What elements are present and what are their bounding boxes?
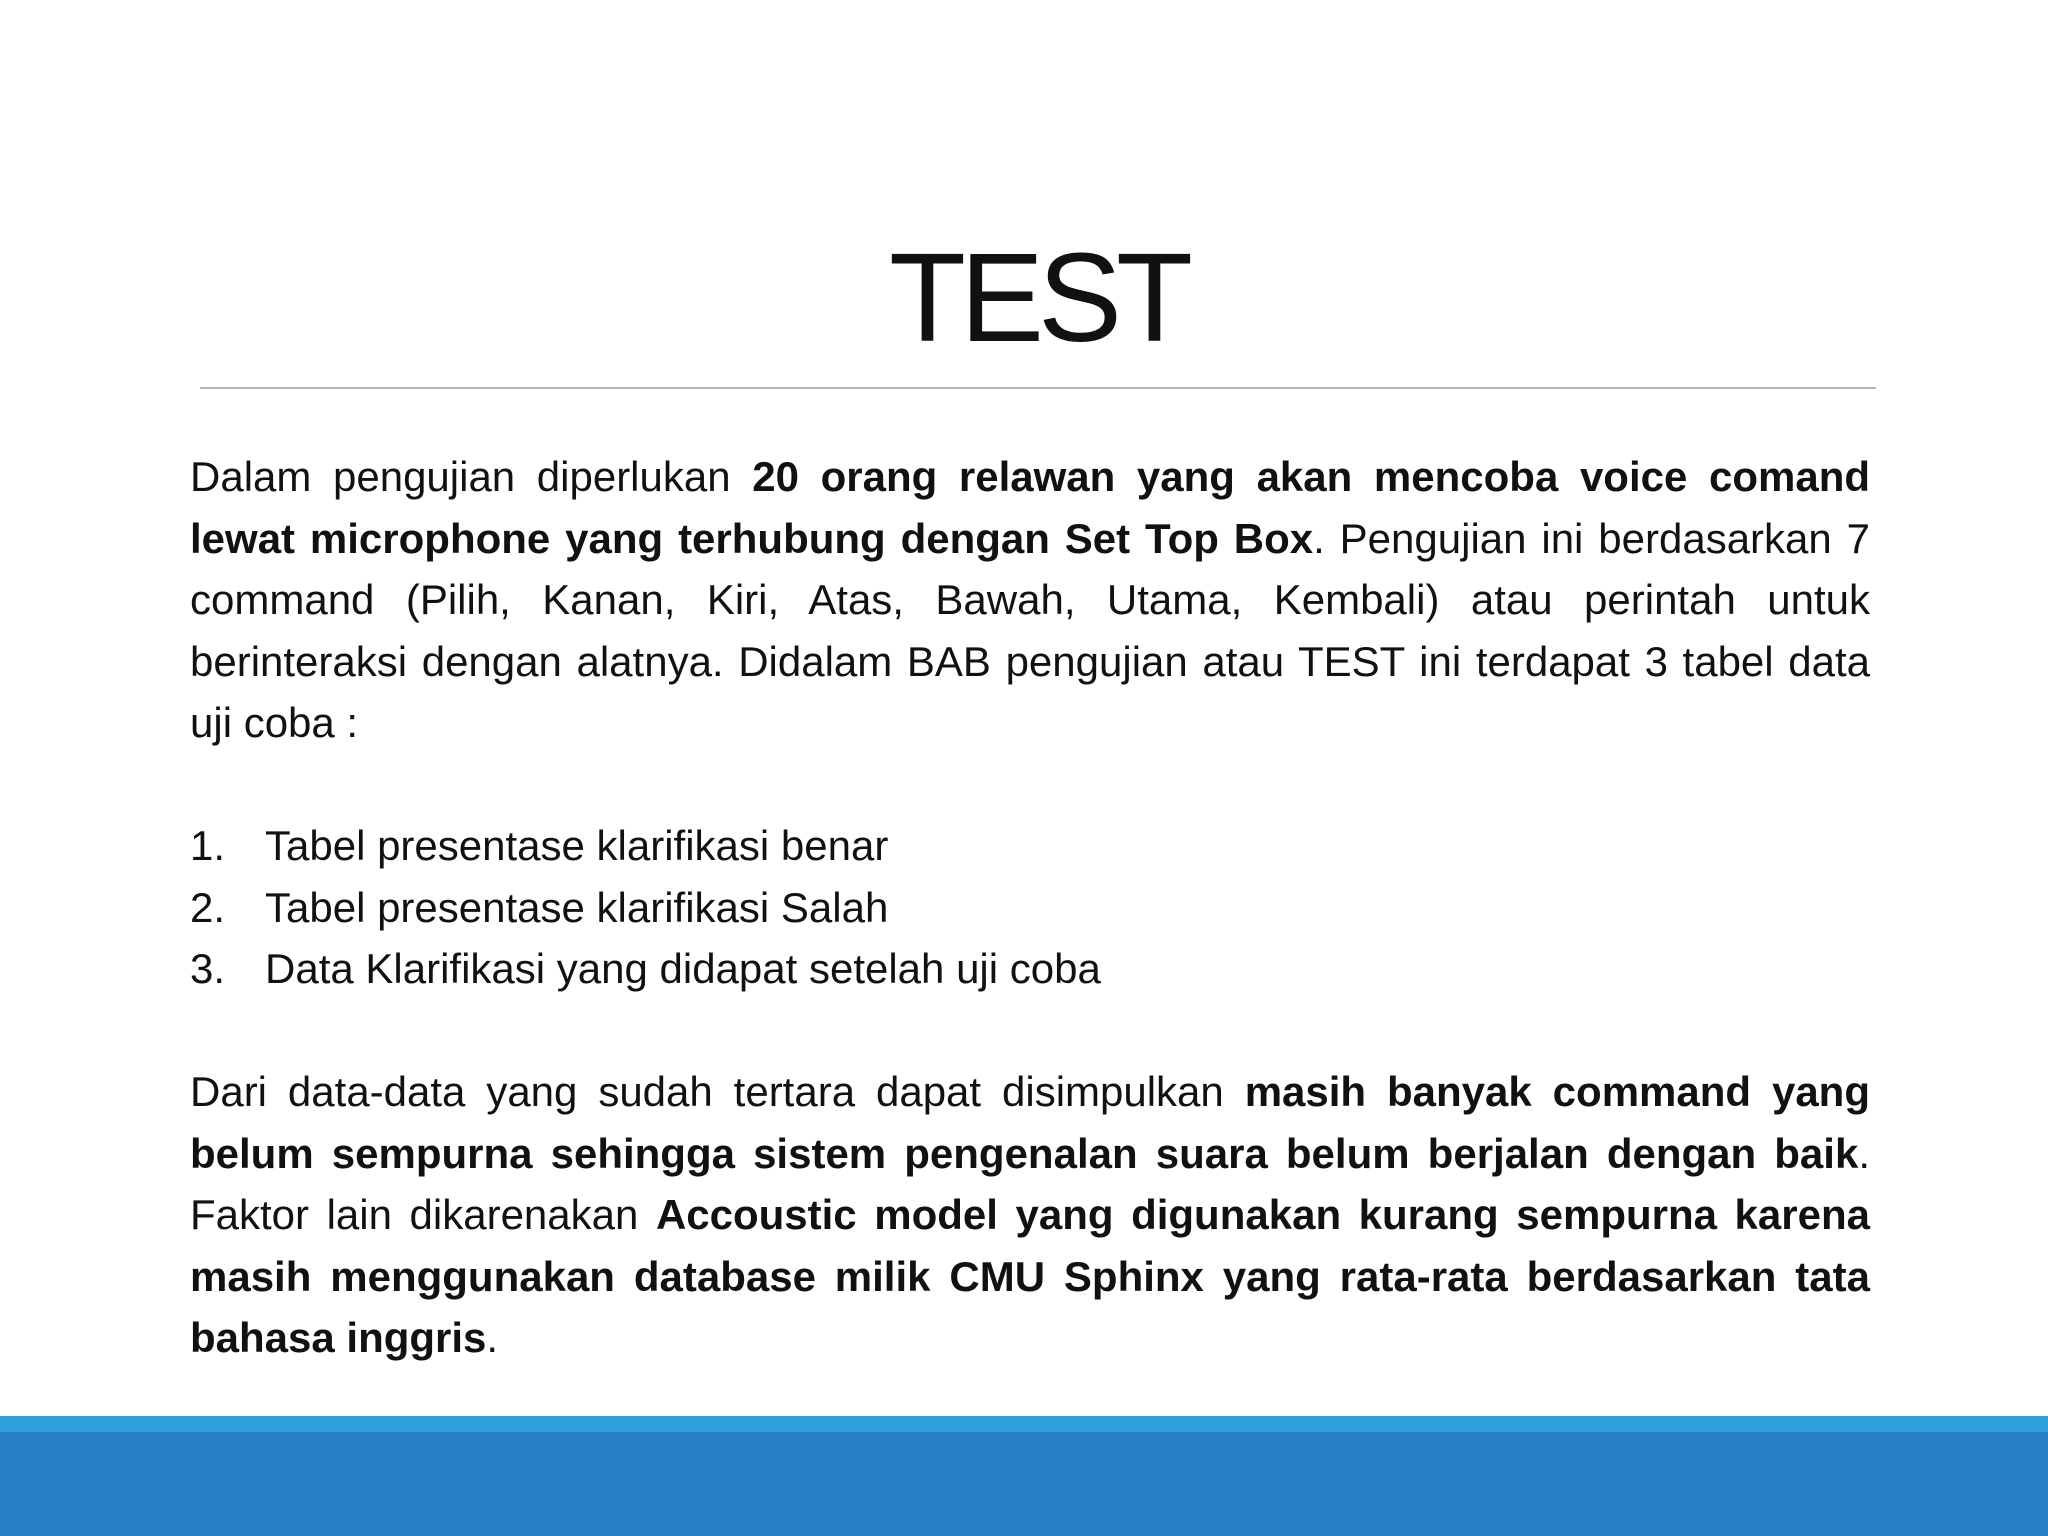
conclusion-text: .: [486, 1314, 499, 1361]
list-item-text: Tabel presentase klarifikasi Salah: [265, 883, 889, 931]
spacer: [190, 754, 1870, 816]
list-item: [190, 938, 1870, 1000]
conclusion-bold-text: masih banyak command yang belum sempurna sehingga sistem pengenalan suara belum berjalan dengan baik: [190, 1068, 1870, 1177]
conclusion-bold-text: Accoustic model yang digunakan kurang sempurna karena masih menggunakan database milik CMU Sphinx yang rata-rata berdasarkan tata bahasa inggris: [190, 1191, 1870, 1361]
slide-title: TEST: [888, 227, 1187, 368]
intro-text: . Pengujian ini berdasarkan 7 command (Pilih, Kanan, Kiri, Atas, Bawah, Utama, Kembali) atau perintah untuk berinteraksi dengan alatnya. Didalam BAB pengujian atau TEST ini terdapat 3 tabel data uji coba :: [190, 514, 1870, 746]
intro-text: Dalam pengujian diperlukan: [190, 453, 753, 500]
spacer: [190, 1000, 1870, 1062]
list-item: [190, 815, 1870, 877]
list-item-number: 1.: [190, 822, 226, 869]
list-item-text: Data Klarifikasi yang didapat setelah uji coba: [265, 945, 1101, 992]
footer-accent-strip: [0, 1416, 2048, 1432]
intro-bold-text: 20 orang relawan yang akan mencoba voice comand lewat microphone yang terhubung dengan Set Top Box: [190, 453, 1871, 562]
title-divider: [200, 387, 1876, 389]
conclusion-paragraph: [190, 1061, 1870, 1369]
list-item-number: 3.: [190, 945, 226, 992]
conclusion-text: . Faktor lain dikarenakan: [190, 1129, 1870, 1238]
slide-body: [190, 446, 1870, 1369]
list-item: [190, 877, 1870, 939]
list-item-number: 2.: [190, 883, 226, 931]
table-list: [190, 815, 1870, 1000]
footer-bar: [0, 1432, 2048, 1536]
conclusion-text: Dari data-data yang sudah tertara dapat disimpulkan: [190, 1068, 1245, 1115]
intro-paragraph: [190, 446, 1870, 754]
list-item-text: Tabel presentase klarifikasi benar: [265, 822, 889, 869]
